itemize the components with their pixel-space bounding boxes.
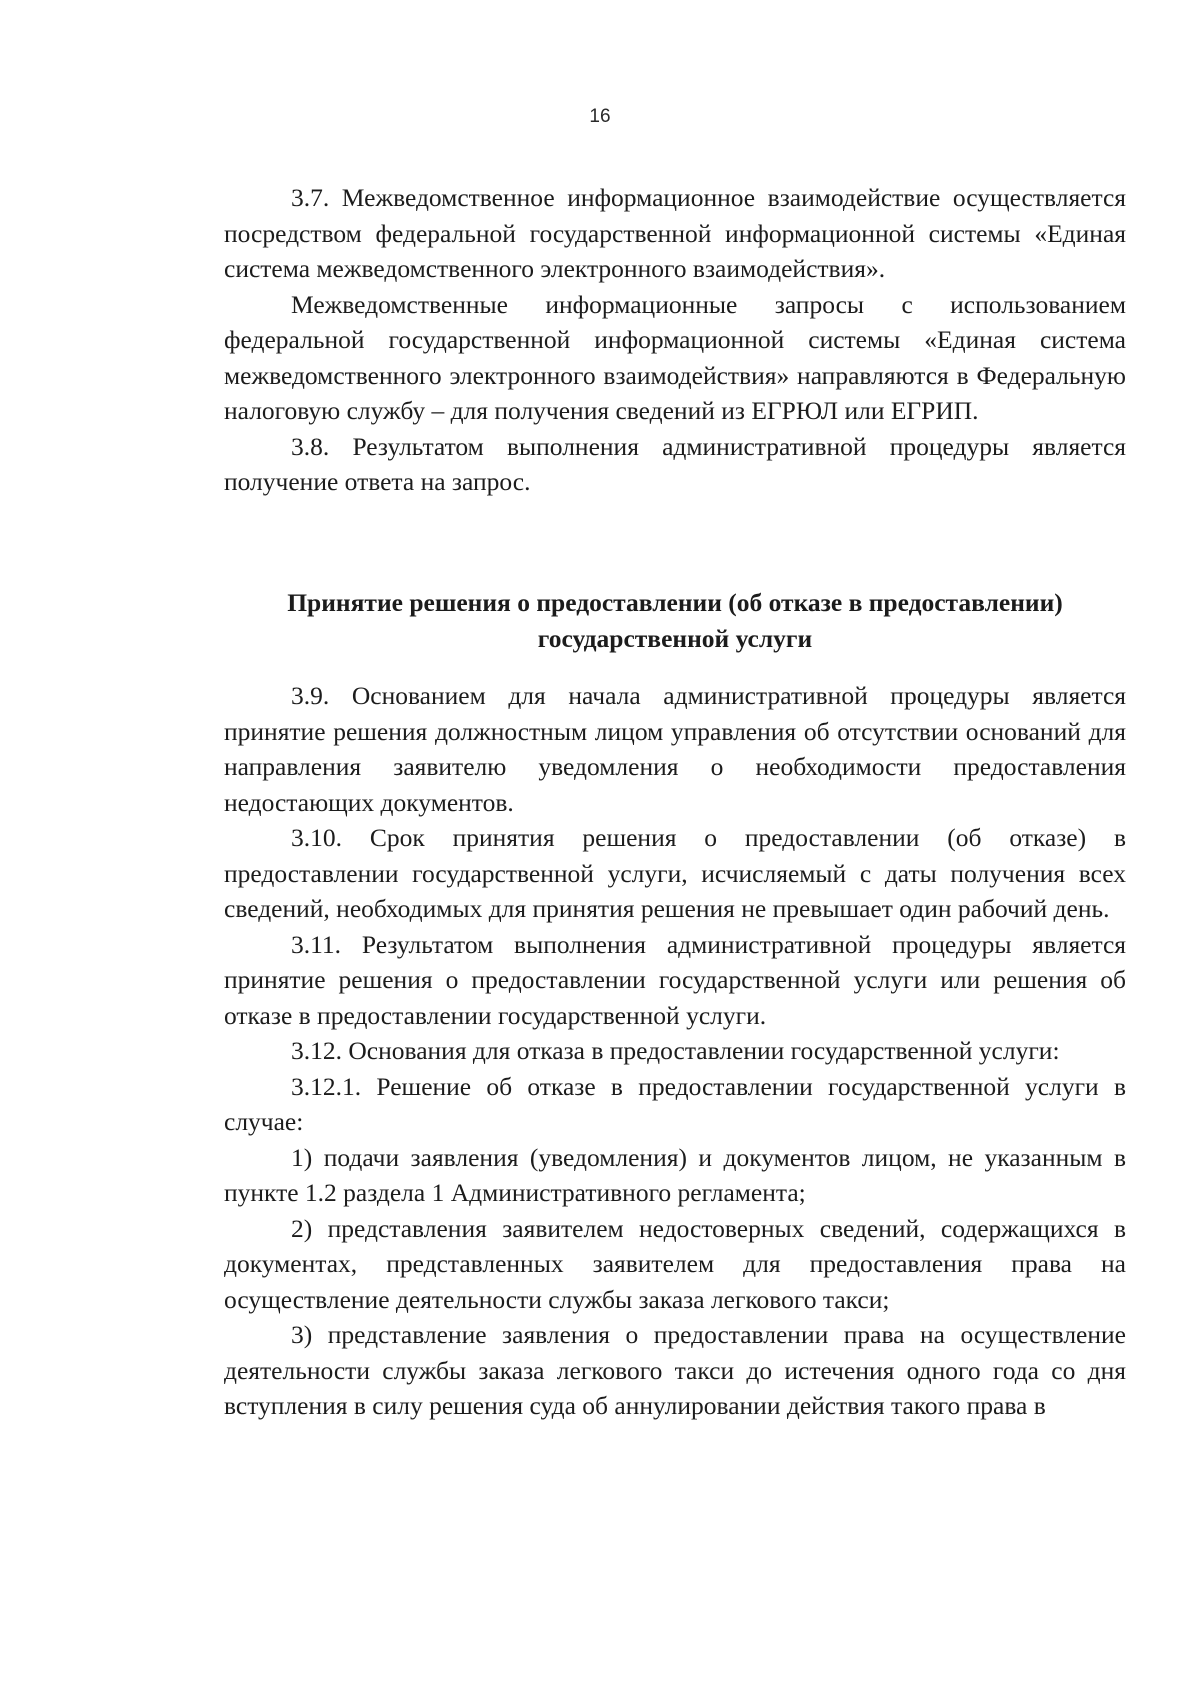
page-number: 16 [589, 106, 611, 127]
section-heading [224, 585, 1126, 656]
list-item-3: 3) представление заявления о предоставлении права на осуществление деятельности службы заказа легкового такси до истечения одного года со дня вступления в силу решения суда об аннулировании действия такого права в [224, 1320, 1126, 1420]
section-heading-line-2: государственной услуги [537, 623, 813, 653]
paragraph-3-7: 3.7. Межведомственное информационное взаимодействие осуществляется посредством федеральной государственной информационной системы «Единая система межведомственного электронного взаимодействия». [224, 183, 1126, 283]
section-3-9-3-12 [224, 678, 1126, 1424]
list-item-1: 1) подачи заявления (уведомления) и документов лицом, не указанным в пункте 1.2 раздела 1 Административного регламента; [224, 1142, 1126, 1207]
paragraph-interagency-requests: Межведомственные информационные запросы с использованием федеральной государственной информационной системы «Единая система межведомственного электронного взаимодействия» направляются в Федеральную налоговую службу – для получения сведений из ЕГРЮЛ или ЕГРИП. [224, 289, 1126, 425]
paragraph-3-11: 3.11. Результатом выполнения административной процедуры является принятие решения о предоставлении государственной услуги или решения об отказе в предоставлении государственной услуги. [224, 929, 1126, 1030]
paragraph-3-10: 3.10. Срок принятия решения о предоставлении (об отказе) в предоставлении государственной услуги, исчисляемый с даты получения всех сведений, необходимых для принятия решения не превышает один рабочий день. [224, 823, 1126, 923]
paragraph-3-9: 3.9. Основанием для начала административной процедуры является принятие решения должностным лицом управления об отсутствии оснований для направления заявителю уведомления о необходимости предоставления недостающих документов. [224, 681, 1126, 817]
section-3-7-3-8 [224, 180, 1126, 500]
section-heading-line-1: Принятие решения о предоставлении (об отказе в предоставлении) [287, 588, 1063, 617]
list-item-2: 2) представления заявителем недостоверных сведений, содержащихся в документах, представленных заявителем для предоставления права на осуществление деятельности службы заказа легкового такси; [224, 1213, 1126, 1314]
paragraph-3-12: 3.12. Основания для отказа в предоставлении государственной услуги: [291, 1036, 1060, 1065]
paragraph-3-8: 3.8. Результатом выполнения административной процедуры является получение ответа на запрос. [224, 431, 1126, 496]
paragraph-3-12-1: 3.12.1. Решение об отказе в предоставлении государственной услуги в случае: [224, 1071, 1126, 1136]
